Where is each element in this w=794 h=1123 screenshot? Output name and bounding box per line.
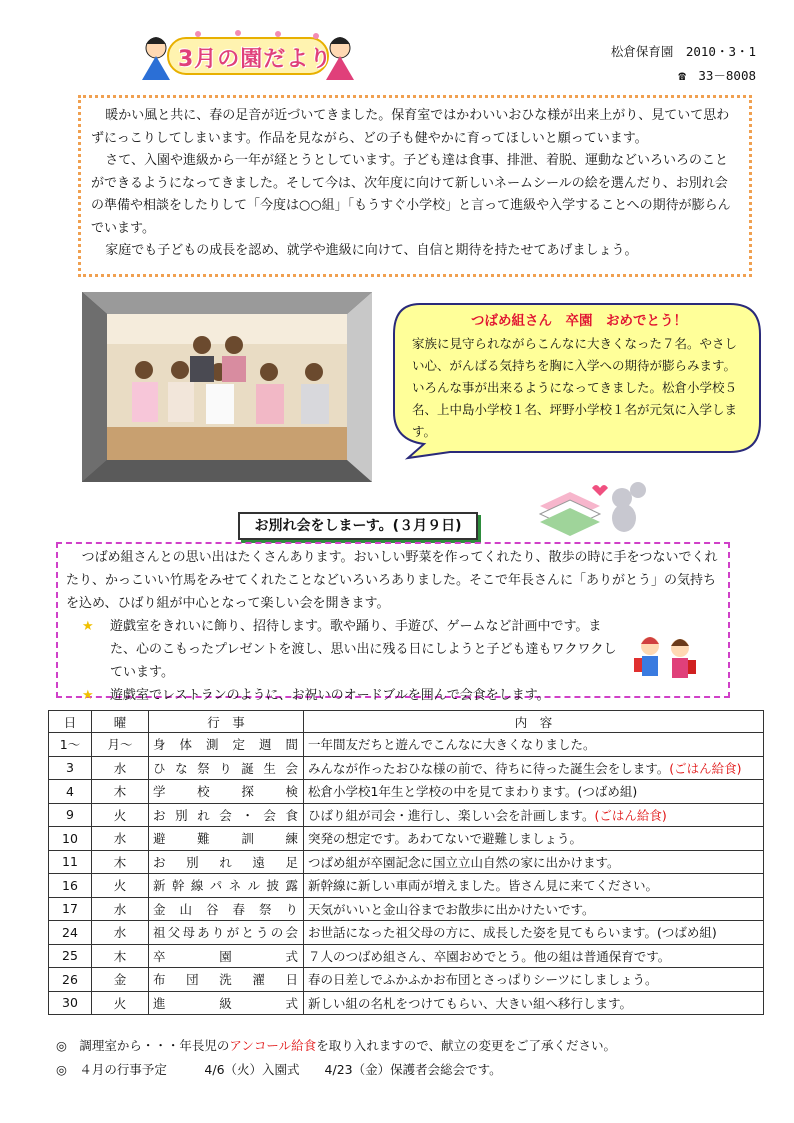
event-cell: 布団洗濯日: [149, 968, 304, 992]
graduates-photo-frame: [82, 292, 372, 482]
meal-note: (ごはん給食): [594, 807, 667, 823]
weekday-cell: 金: [92, 968, 149, 992]
farewell-box: [56, 542, 730, 703]
day-cell: 24: [49, 921, 92, 945]
graduation-title: つばめ組さん 卒園 おめでとう！: [471, 313, 687, 329]
schedule-table: [48, 710, 764, 1015]
star-icon: ★: [82, 619, 94, 634]
table-row: [49, 968, 764, 992]
content-text: 天気がいいと金山谷までお散歩に出かけたいです。: [308, 901, 595, 917]
weekday-cell: 水: [92, 897, 149, 921]
day-cell: 11: [49, 850, 92, 874]
table-row: [49, 780, 764, 804]
table-row: [49, 921, 764, 945]
weekday-cell: 火: [92, 803, 149, 827]
farewell-title: お別れ会をしまーす。(３月９日): [238, 512, 478, 540]
logo-title: 3月の園だより: [178, 47, 333, 72]
intro-paragraph: さて、入園や進級から一年が経とうとしています。子ども達は食事、排泄、着脱、運動などいろいろのことができるようになってきました。そして今は、次年度に向けて新しいネームシールの絵を選んだり、お別れ会の準備や相談をしたりして「今度は○○組」「もうすぐ小学校」と言って進級や入学することへの期待が膨らんでいます。: [91, 153, 731, 236]
content-text: みんなが作ったおひな様の前で、待ちに待った誕生会をします。: [308, 760, 670, 776]
content-cell: [304, 756, 764, 780]
farewell-item-text: 遊戯室をきれいに飾り、招待します。歌や踊り、手遊び、ゲームなど計画中です。また、心のこもったプレゼントを渡し、思い出に残る日にしようと子ども達もワクワクしています。: [110, 619, 617, 680]
content-cell: [304, 897, 764, 921]
content-cell: [304, 780, 764, 804]
table-row: [49, 944, 764, 968]
content-cell: [304, 921, 764, 945]
table-row: [49, 827, 764, 851]
content-text: つばめ組が卒園記念に国立立山自然の家に出かけます。: [308, 854, 620, 870]
phone-number: ☎ 33－8008: [678, 68, 756, 83]
day-cell: 26: [49, 968, 92, 992]
content-cell: [304, 874, 764, 898]
content-text: 一年間友だちと遊んでこんなに大きくなりました。: [308, 737, 596, 753]
mouse-with-cake-icon: [530, 478, 650, 538]
star-icon: ★: [82, 688, 94, 703]
class-photo-image: [107, 314, 347, 460]
weekday-cell: 水: [92, 827, 149, 851]
footer-note-text: を取り入れますので、献立の変更をご了承ください。: [316, 1038, 616, 1053]
event-cell: ひな祭り誕生会: [149, 756, 304, 780]
table-header-row: [49, 711, 764, 733]
weekday-cell: 火: [92, 874, 149, 898]
footer-note-text: ◎ 調理室から・・・年長児の: [56, 1038, 230, 1053]
hina-doll-left-icon: [142, 37, 170, 80]
farewell-text: つばめ組さんとの思い出はたくさんあります。おいしい野菜を作ってくれたり、散歩の時に手をつないでくれたり、かっこいい竹馬をみせてくれたことなどいろいろありました。そこで年長さんに「ありがとう」の気持ちを込め、ひばり組が中心となって楽しい会を開きます。: [66, 550, 718, 611]
header-content: 内 容: [304, 711, 764, 733]
day-cell: 3: [49, 756, 92, 780]
header-weekday: 曜: [92, 711, 149, 733]
weekday-cell: 月～: [92, 733, 149, 757]
weekday-cell: 火: [92, 991, 149, 1015]
farewell-item: [66, 684, 720, 707]
footer-note: [56, 1034, 616, 1058]
table-row: [49, 897, 764, 921]
farewell-item-text: 遊戯室でレストランのように、お祝いのオードブルを囲んで会食をします。: [110, 688, 550, 703]
day-cell: 17: [49, 897, 92, 921]
intro-paragraph: 家庭でも子どもの成長を認め、就学や進級に向けて、自信と期待を持たせてあげましょう。: [105, 243, 638, 258]
content-cell: [304, 733, 764, 757]
event-cell: 進級式: [149, 991, 304, 1015]
farewell-item: [66, 615, 720, 684]
content-text: 突発の想定です。あわてないで避難しましょう。: [308, 831, 583, 847]
table-row: [49, 733, 764, 757]
content-text: ７人のつばめ組さん、卒園おめでとう。他の組は普通保育です。: [308, 948, 671, 964]
table-row: [49, 850, 764, 874]
intro-paragraph: 暖かい風と共に、春の足音が近づいてきました。保育室ではかわいいおひな様が出来上がり、見ていて思わずにっこりしてしまいます。作品を見ながら、どの子も健やかに育ってほしいと願っています。: [91, 108, 730, 146]
meal-note: (ごはん給食): [669, 760, 742, 776]
content-cell: [304, 850, 764, 874]
footer-notes: [56, 1034, 616, 1082]
event-cell: お別れ会・会食: [149, 803, 304, 827]
weekday-cell: 木: [92, 850, 149, 874]
day-cell: 9: [49, 803, 92, 827]
event-cell: 身体測定週間: [149, 733, 304, 757]
content-cell: [304, 991, 764, 1015]
event-cell: お別れ遠足: [149, 850, 304, 874]
intro-box: [78, 95, 752, 277]
content-text: お世話になった祖父母の方に、成長した姿を見てもらいます。(つばめ組): [308, 925, 717, 941]
weekday-cell: 木: [92, 944, 149, 968]
content-text: 春の日差しでふかふかお布団とさっぱりシーツにしましょう。: [308, 972, 658, 988]
header-info: [611, 40, 756, 88]
day-cell: 1～: [49, 733, 92, 757]
content-text: ひばり組が司会・進行し、楽しい会を計画します。: [308, 807, 595, 823]
graduation-text: 家族に見守られながらこんなに大きくなった７名。やさしい心、がんばる気持ちを胸に入学への期待が膨らみます。いろんな事が出来るようになってきました。松倉小学校５名、上中島小学校１名、坪野小学校１名が元気に入学します。: [412, 336, 738, 439]
footer-note-highlight: アンコール給食: [229, 1038, 317, 1053]
graduation-message: [412, 310, 746, 443]
event-cell: 金山谷春祭り: [149, 897, 304, 921]
table-row: [49, 803, 764, 827]
day-cell: 4: [49, 780, 92, 804]
weekday-cell: 水: [92, 921, 149, 945]
event-cell: 避難訓練: [149, 827, 304, 851]
event-cell: 新幹線パネル披露: [149, 874, 304, 898]
event-cell: 学校探検: [149, 780, 304, 804]
content-text: 新幹線に新しい車両が増えました。皆さん見に来てください。: [308, 878, 659, 894]
school-and-date: 松倉保育園 2010・3・1: [610, 44, 756, 59]
event-cell: 祖父母ありがとうの会: [149, 921, 304, 945]
weekday-cell: 水: [92, 756, 149, 780]
header-event: 行 事: [149, 711, 304, 733]
content-text: 新しい組の名札をつけてもらい、大きい組へ移行します。: [308, 995, 633, 1011]
children-with-backpacks-icon: [630, 630, 700, 690]
content-cell: [304, 803, 764, 827]
day-cell: 16: [49, 874, 92, 898]
content-cell: [304, 968, 764, 992]
event-cell: 卒園式: [149, 944, 304, 968]
day-cell: 25: [49, 944, 92, 968]
weekday-cell: 木: [92, 780, 149, 804]
content-cell: [304, 944, 764, 968]
content-text: 松倉小学校1年生と学校の中を見てまわります。(つばめ組): [308, 784, 638, 800]
footer-note: ◎ ４月の行事予定 4/6（火）入園式 4/23（金）保護者会総会です。: [56, 1062, 502, 1077]
table-row: [49, 991, 764, 1015]
table-row: [49, 756, 764, 780]
day-cell: 10: [49, 827, 92, 851]
content-cell: [304, 827, 764, 851]
table-row: [49, 874, 764, 898]
header-day: 日: [49, 711, 92, 733]
day-cell: 30: [49, 991, 92, 1015]
